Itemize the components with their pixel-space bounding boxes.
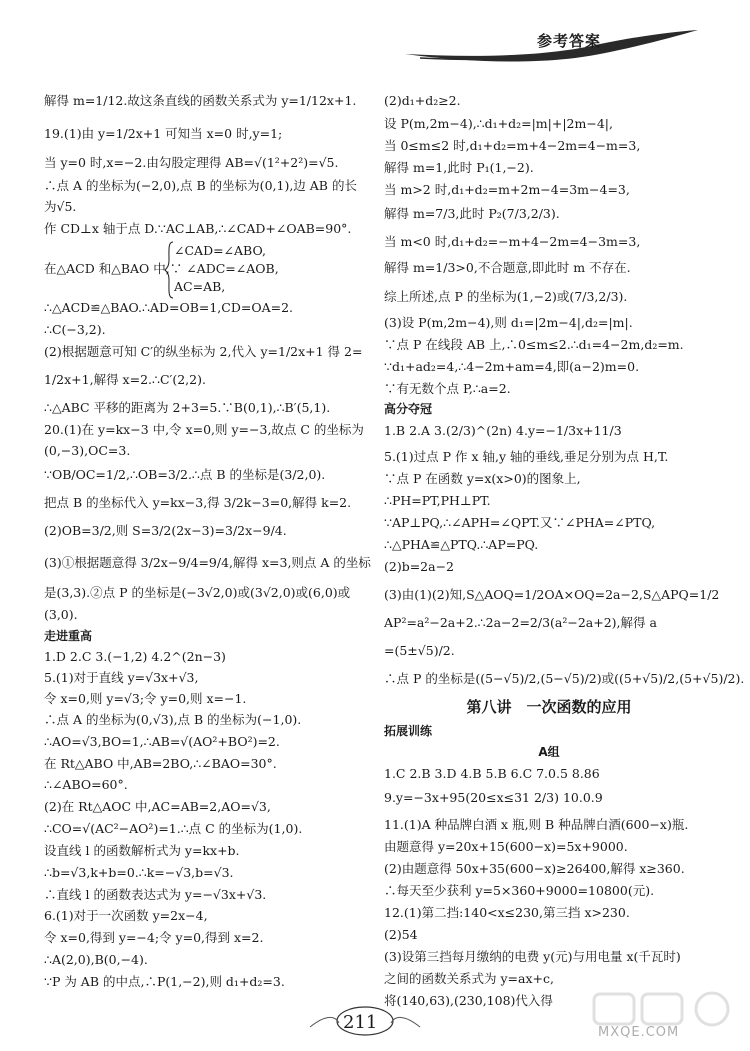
- text-line: ∵点 P 在线段 AB 上,∴0≤m≤2.∴d₁=4−2m,d₂=m.: [384, 337, 684, 352]
- text-line: (2)在 Rt△AOC 中,AC=AB=2,AO=√3,: [44, 799, 271, 814]
- text-line: (3)设 P(m,2m−4),则 d₁=|2m−4|,d₂=|m|.: [384, 315, 633, 330]
- page-number: 211: [343, 1012, 378, 1033]
- text-line: ∴点 A 的坐标为(0,√3),点 B 的坐标为(−1,0).: [44, 712, 302, 727]
- text-line: ∵有无数个点 P,∴a=2.: [384, 381, 511, 396]
- text-line: 综上所述,点 P 的坐标为(1,−2)或(7/3,2/3).: [384, 289, 628, 304]
- text-line: (3,0).: [44, 607, 78, 622]
- text-line: ∠CAD=∠ABO,: [174, 243, 266, 258]
- text-line: ∴△ACD≌△BAO.∴AD=OB=1,CD=OA=2.: [44, 300, 294, 315]
- group-title: A组: [538, 745, 560, 759]
- text-line: 解得 m=1/3>0,不合题意,即此时 m 不存在.: [384, 260, 631, 275]
- text-line: 5.(1)过点 P 作 x 轴,y 轴的垂线,垂足分别为点 H,T.: [384, 449, 669, 464]
- text-line: (0,−3),OC=3.: [44, 443, 131, 458]
- text-line: ∴每天至少获利 y=5×360+9000=10800(元).: [384, 883, 655, 898]
- lecture-title: 第八讲 一次函数的应用: [466, 698, 632, 716]
- text-line: 1/2x+1,解得 x=2.∴C′(2,2).: [44, 372, 206, 387]
- text-line: 令 x=0,则 y=√3;令 y=0,则 x=−1.: [44, 691, 247, 706]
- text-line: ∴b=√3,k+b=0.∴k=−√3,b=√3.: [44, 865, 234, 880]
- text-line: 之间的函数关系式为 y=ax+c,: [384, 971, 554, 986]
- text-line: ∴C(−3,2).: [44, 322, 106, 337]
- section-title: 走进重高: [44, 629, 93, 643]
- text-line: ∵d₁+ad₂=4,∴4−2m+am=4,即(a−2)m=0.: [384, 359, 640, 374]
- text-line: (2)根据题意可知 C′的纵坐标为 2,代入 y=1/2x+1 得 2=: [44, 344, 363, 359]
- text-line: 当 0≤m≤2 时,d₁+d₂=m+4−2m=4−m=3,: [384, 138, 641, 153]
- text-line: (2)由题意得 50x+35(600−x)≥26400,解得 x≥360.: [384, 861, 685, 876]
- text-line: ∵P 为 AB 的中点,∴P(1,−2),则 d₁+d₂=3.: [44, 974, 285, 989]
- text-line: ∴CO=√(AC²−AO²)=1.∴点 C 的坐标为(1,0).: [44, 821, 303, 836]
- header-title: 参考答案: [537, 32, 602, 50]
- text-line: 作 CD⊥x 轴于点 D.∵AC⊥AB,∴∠CAD+∠OAB=90°.: [44, 221, 352, 236]
- text-line: 当 y=0 时,x=−2.由勾股定理得 AB=√(1²+2²)=√5.: [44, 155, 339, 170]
- text-line: ∴点 P 的坐标是((5−√5)/2,(5−√5)/2)或((5+√5)/2,(5+√5)/2).: [384, 671, 745, 686]
- text-line: (2)OB=3/2,则 S=3/2(2x−3)=3/2x−9/4.: [44, 523, 287, 538]
- section-title: 拓展训练: [384, 724, 433, 738]
- text-line: (2)54: [384, 927, 418, 942]
- text-line: 20.(1)在 y=kx−3 中,令 x=0,则 y=−3,故点 C 的坐标为: [44, 422, 364, 437]
- text-line: 将(140,63),(230,108)代入得: [384, 993, 553, 1008]
- text-line: 把点 B 的坐标代入 y=kx−3,得 3/2k−3=0,解得 k=2.: [44, 495, 352, 510]
- text-line: 令 x=0,得到 y=−4;令 y=0,得到 x=2.: [44, 930, 264, 945]
- text-line: 5.(1)对于直线 y=√3x+√3,: [44, 670, 199, 685]
- text-line: 1.C 2.B 3.D 4.B 5.B 6.C 7.0.5 8.86: [384, 766, 600, 781]
- text-line: 设直线 l 的函数解析式为 y=kx+b.: [44, 843, 240, 858]
- text-line: 19.(1)由 y=1/2x+1 可知当 x=0 时,y=1;: [44, 126, 283, 141]
- text-line: ∴△ABC 平移的距离为 2+3=5.∵B(0,1),∴B′(5,1).: [44, 400, 331, 415]
- text-line: 设 P(m,2m−4),∴d₁+d₂=|m|+|2m−4|,: [384, 116, 613, 131]
- text-line: 当 m>2 时,d₁+d₂=m+2m−4=3m−4=3,: [384, 182, 630, 197]
- text-line: (3)①根据题意得 3/2x−9/4=9/4,解得 x=3,则点 A 的坐标: [44, 555, 371, 570]
- text-line: ∴点 A 的坐标为(−2,0),点 B 的坐标为(0,1),边 AB 的长: [44, 178, 357, 193]
- text-line: 由题意得 y=20x+15(600−x)=5x+9000.: [384, 839, 628, 854]
- text-line: 解得 m=1,此时 P₁(1,−2).: [384, 160, 534, 175]
- text-line: ∴A(2,0),B(0,−4).: [44, 952, 148, 967]
- text-line: 9.y=−3x+95(20≤x≤31 2/3) 10.0.9: [384, 790, 603, 805]
- text-line: (2)b=2a−2: [384, 559, 455, 574]
- text-line: 解得 m=7/3,此时 P₂(7/3,2/3).: [384, 206, 560, 221]
- text-line: (3)设第三挡每月缴纳的电费 y(元)与用电量 x(千瓦时): [384, 949, 681, 964]
- text-line: 12.(1)第二挡:140<x≤230,第三挡 x>230.: [384, 905, 630, 920]
- text-line: ∴∠ABO=60°.: [44, 777, 128, 792]
- text-line: (2)d₁+d₂≥2.: [384, 93, 461, 108]
- text-line: ∴△PHA≌△PTQ.∴AP=PQ.: [384, 537, 539, 552]
- text-line: (3)由(1)(2)知,S△AOQ=1/2OA×OQ=2a−2,S△APQ=1/2: [384, 587, 720, 602]
- left-brace: [164, 240, 174, 300]
- text-line: 1.B 2.A 3.(2/3)^(2n) 4.y=−1/3x+11/3: [384, 423, 622, 438]
- section-title: 高分夺冠: [384, 402, 433, 416]
- text-line: ∴AO=√3,BO=1,∴AB=√(AO²+BO²)=2.: [44, 734, 280, 749]
- text-line: 是(3,3).②点 P 的坐标是(−3√2,0)或(3√2,0)或(6,0)或: [44, 585, 351, 600]
- text-line: ∵AP⊥PQ,∴∠APH=∠QPT.又∵∠PHA=∠PTQ,: [384, 515, 656, 530]
- text-line: 在 Rt△ABO 中,AB=2BO,∴∠BAO=30°.: [44, 756, 277, 771]
- watermark-text: MXQE.COM: [598, 1025, 680, 1040]
- text-line: AP²=a²−2a+2.∴2a−2=2/3(a²−2a+2),解得 a: [384, 615, 657, 630]
- text-line: 11.(1)A 种品牌白酒 x 瓶,则 B 种品牌白酒(600−x)瓶.: [384, 817, 689, 832]
- text-line: AC=AB,: [174, 279, 226, 294]
- text-line: 当 m<0 时,d₁+d₂=−m+4−2m=4−3m=3,: [384, 234, 641, 249]
- text-line: 解得 m=1/12.故这条直线的函数关系式为 y=1/12x+1.: [44, 93, 357, 108]
- text-line: 为√5.: [44, 199, 77, 214]
- text-line: ∵点 P 在函数 y=x(x>0)的图象上,: [384, 471, 581, 486]
- text-line: 在△ACD 和△BAO 中,∵ ∠ADC=∠AOB,: [44, 261, 279, 276]
- text-line: =(5±√5)/2.: [384, 643, 455, 658]
- text-line: 1.D 2.C 3.(−1,2) 4.2^(2n−3): [44, 649, 226, 664]
- text-line: ∵OB/OC=1/2,∴OB=3/2.∴点 B 的坐标是(3/2,0).: [44, 467, 326, 482]
- page-header: [400, 18, 700, 68]
- text-line: ∴直线 l 的函数表达式为 y=−√3x+√3.: [44, 887, 267, 902]
- text-line: 6.(1)对于一次函数 y=2x−4,: [44, 908, 208, 923]
- text-line: ∴PH=PT,PH⊥PT.: [384, 493, 491, 508]
